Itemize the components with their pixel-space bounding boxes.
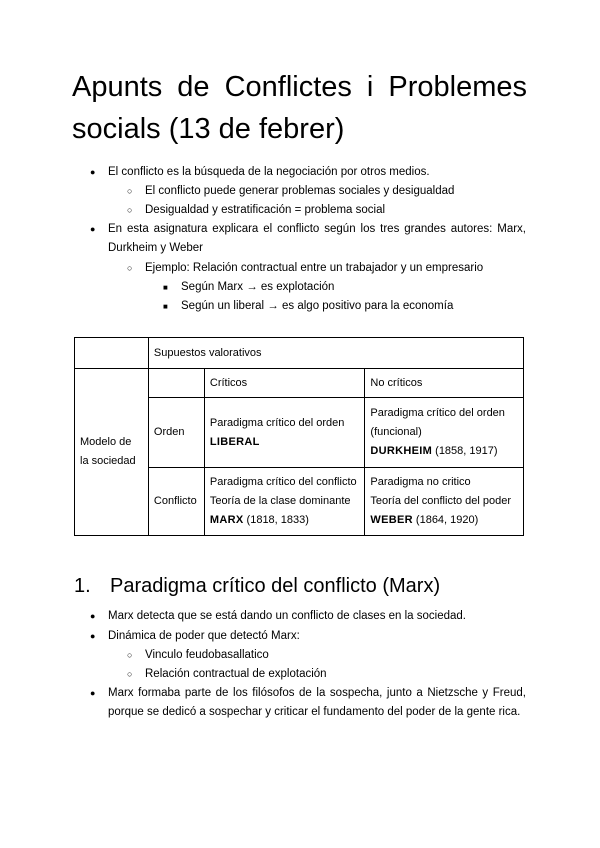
table-header: Supuestos valorativos: [148, 338, 523, 369]
author-name: MARX: [209, 514, 244, 526]
row-orden: Orden: [148, 398, 204, 468]
bullet-disc: ●: [90, 224, 96, 234]
list-item: Marx detecta que se está dando un conflicto de clases en la sociedad.: [108, 610, 467, 622]
author-years: (1864, 1920): [412, 514, 479, 526]
row-label-modelo: Modelo de la sociedad: [75, 369, 149, 536]
list-item: Desigualdad y estratificación = problema social: [145, 204, 386, 216]
col-criticos: Críticos: [204, 369, 365, 398]
cell-orden-no-critico: [365, 398, 524, 468]
list-item: Vinculo feudobasallatico: [145, 649, 269, 661]
list-item: Marx formaba parte de los filósofos de la sospecha, junto a Nietzsche y Freud, porque se dedicó a sospechar y criticar el fundamento del poder de la gente rica.: [108, 687, 526, 718]
bullet-square: ■: [163, 283, 168, 292]
bullet-circle: ○: [127, 650, 133, 660]
row-conflicto: Conflicto: [148, 468, 204, 536]
table-empty-cell: [148, 369, 204, 398]
cell-text: Paradigma no critico: [370, 476, 471, 488]
cell-text: Teoría de la clase dominante: [209, 495, 351, 507]
bullet-circle: ○: [127, 669, 133, 679]
bullet-circle: ○: [127, 205, 133, 215]
section-title: Paradigma crítico del conflicto (Marx): [110, 575, 441, 597]
table-corner-cell: [75, 338, 149, 369]
author-name: WEBER: [370, 514, 413, 526]
col-no-criticos: No críticos: [365, 369, 524, 398]
bullet-circle: ○: [127, 186, 133, 196]
values-table: [74, 337, 524, 536]
bullet-circle: ○: [127, 263, 133, 273]
bullet-disc: ●: [90, 167, 96, 177]
bullet-disc: ●: [90, 688, 96, 698]
list-item: El conflicto puede generar problemas sociales y desigualdad: [145, 185, 455, 197]
list-item: Ejemplo: Relación contractual entre un trabajador y un empresario: [145, 262, 484, 274]
author-years: (1858, 1917): [432, 445, 498, 457]
list-item: El conflicto es la búsqueda de la negociación por otros medios.: [108, 166, 430, 178]
list-item: Según Marx → es explotación: [181, 281, 335, 293]
bullet-square: ■: [163, 302, 168, 311]
cell-text: Paradigma crítico del orden: [209, 416, 345, 429]
bullet-disc: ●: [90, 611, 96, 621]
author-name: DURKHEIM: [370, 445, 433, 457]
cell-text: Paradigma crítico del conflicto: [209, 476, 357, 488]
cell-text: Teoría del conflicto del poder: [370, 495, 512, 507]
list-item: En esta asignatura explicara el conflicto según los tres grandes autores: Marx, Durkheim y Weber: [108, 223, 526, 254]
page-title: Apunts de Conflictes i Problemes socials (13 de febrer): [72, 71, 527, 145]
list-item: Según un liberal → es algo positivo para la economía: [181, 300, 454, 312]
cell-orden-critico: [204, 398, 365, 468]
section-number: 1.: [74, 575, 91, 597]
cell-conflicto-critico: [204, 468, 365, 536]
author-years: (1818, 1833): [243, 514, 309, 526]
bullet-disc: ●: [90, 631, 96, 641]
section-heading: [74, 572, 440, 600]
list-item: Relación contractual de explotación: [145, 668, 327, 680]
author-name: LIBERAL: [209, 435, 260, 448]
cell-conflicto-no-critico: [365, 468, 524, 536]
list-item: Dinámica de poder que detectó Marx:: [108, 630, 300, 642]
cell-text: Paradigma crítico del orden (funcional): [370, 407, 505, 438]
